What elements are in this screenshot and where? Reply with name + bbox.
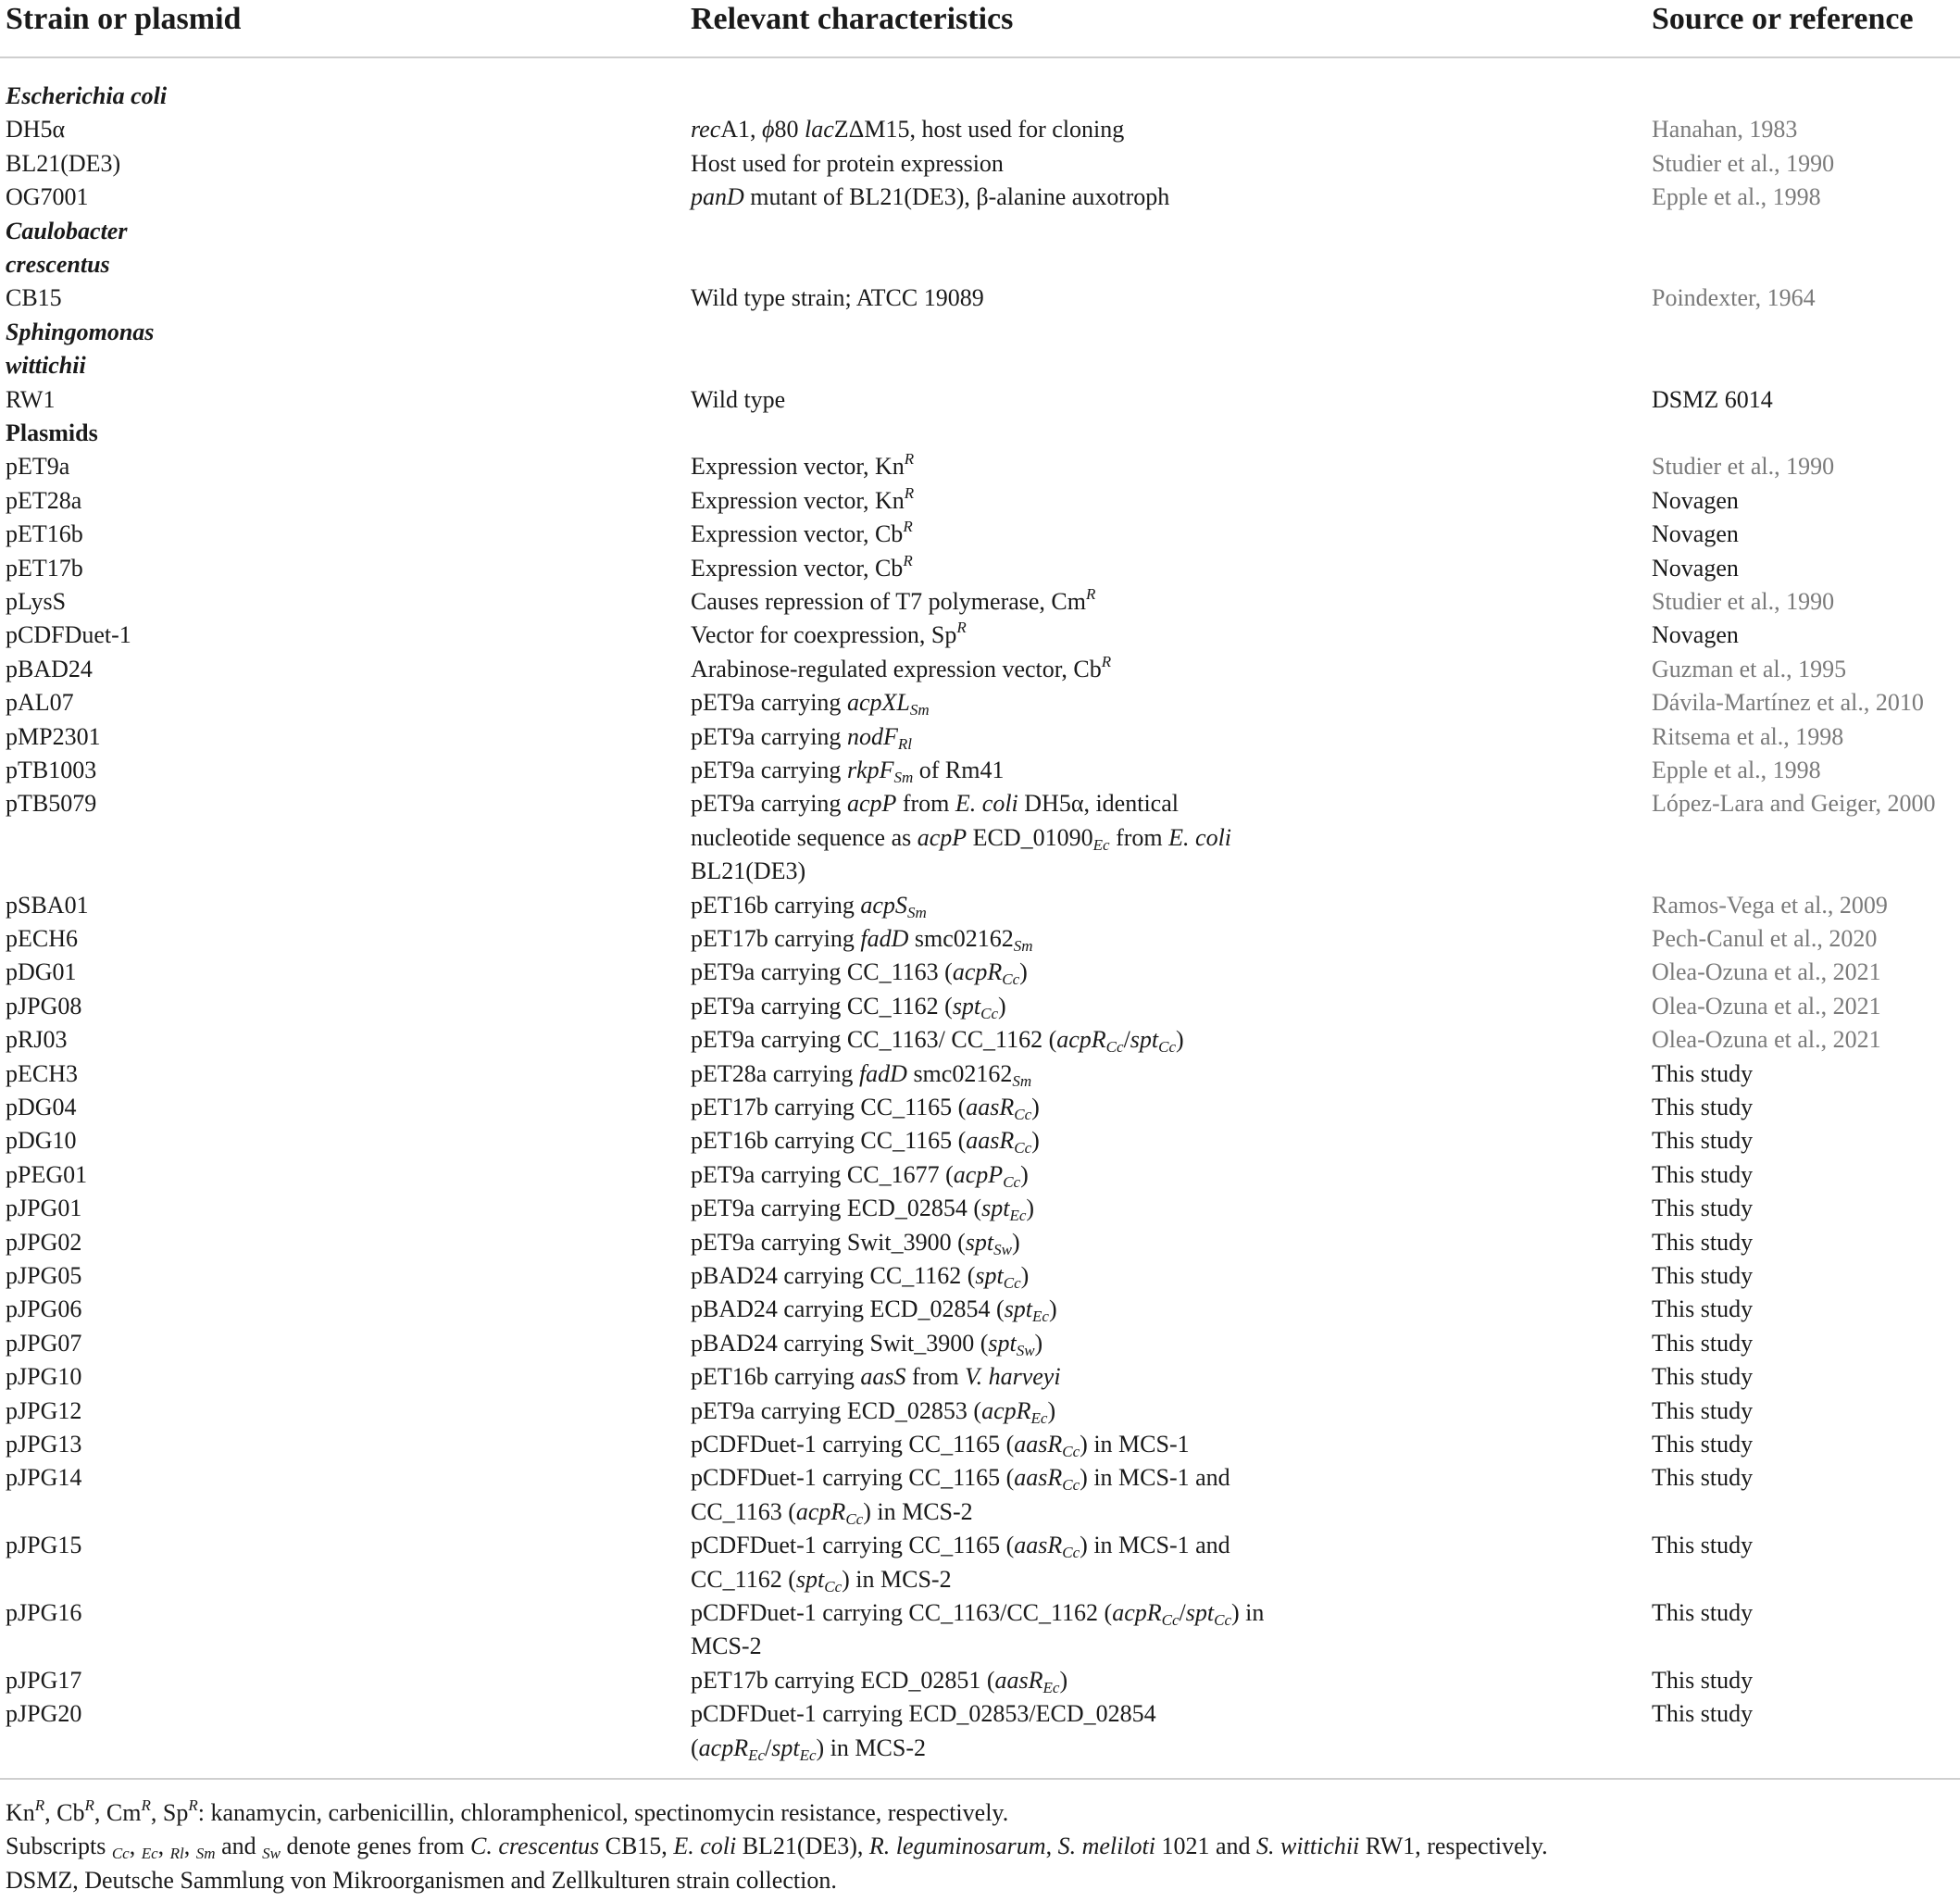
source-text: This study xyxy=(1652,1228,1754,1256)
reference-link[interactable]: Poindexter, 1964 xyxy=(1652,284,1816,312)
characteristics: pET9a carrying rkpF$_{Sm}$ of Rm41 xyxy=(691,757,1005,786)
characteristics: pET9a carrying ECD_02853 (acpR$_{Ec}$) xyxy=(691,1396,1056,1427)
strain-name: pJPG20 xyxy=(6,1700,82,1728)
reference-link[interactable]: Dávila-Martínez et al., 2010 xyxy=(1652,689,1924,717)
group-label: Escherichia coli xyxy=(6,82,168,109)
strain-name: pET28a xyxy=(6,486,82,514)
characteristics: pBAD24 carrying ECD_02854 (spt$_{Ec}$) xyxy=(691,1295,1057,1326)
footnote: DSMZ, Deutsche Sammlung von Mikroorganismen and Zellkulturen strain collection. xyxy=(6,1866,837,1894)
reference-link[interactable]: Ramos-Vega et al., 2009 xyxy=(1652,891,1888,919)
strain-name: pJPG01 xyxy=(6,1195,82,1222)
strain-name: RW1 xyxy=(6,385,56,413)
characteristics: Wild type strain; ATCC 19089 xyxy=(691,284,984,312)
source-text: This study xyxy=(1652,1195,1754,1222)
strain-name: pJPG16 xyxy=(6,1599,82,1626)
characteristics: Expression vector, $Kn^R$ xyxy=(691,450,915,481)
characteristics: Wild type xyxy=(691,385,786,413)
strain-name: pJPG15 xyxy=(6,1532,82,1559)
strain-name: pMP2301 xyxy=(6,722,101,750)
strain-name: pBAD24 xyxy=(6,655,93,682)
strain-name: pLysS xyxy=(6,588,67,615)
reference-link[interactable]: Studier et al., 1990 xyxy=(1652,588,1835,615)
reference-link[interactable]: Epple et al., 1998 xyxy=(1652,183,1821,211)
characteristics: pET17b carrying fadD $smc02162_{Sm}$ xyxy=(691,925,1033,955)
source-text: This study xyxy=(1652,1599,1754,1626)
characteristics: Host used for protein expression xyxy=(691,149,1004,177)
strain-name: pDG01 xyxy=(6,958,77,986)
strain-name: pECH6 xyxy=(6,925,78,952)
strain-name: pJPG10 xyxy=(6,1363,82,1391)
strain-name: pJPG07 xyxy=(6,1329,82,1357)
characteristics: panD mutant of BL21(DE3), β-alanine auxotroph xyxy=(691,183,1170,211)
source-text: This study xyxy=(1652,1160,1754,1188)
strain-name: pET9a xyxy=(6,453,70,481)
characteristics: pET9a carrying acpP from E. coli DH5α, identical nucleotide sequence as acpP $ECD\_01090_{Ec}$ from E. coli BL21(DE3) xyxy=(691,790,1232,885)
strain-name: pET16b xyxy=(6,520,83,548)
group-label: Plasmids xyxy=(6,419,98,446)
characteristics: Arabinose-regulated expression vector, $Cb^R$ xyxy=(691,652,1112,682)
characteristics: pET17b carrying ECD_02851 (aasR$_{Ec}$) xyxy=(691,1666,1068,1696)
characteristics: pET9a carrying CC_1162 (spt$_{Cc}$) xyxy=(691,992,1006,1022)
source-text: This study xyxy=(1652,1532,1754,1559)
reference-link[interactable]: López-Lara and Geiger, 2000 xyxy=(1652,790,1936,818)
group-label: Sphingomonas wittichii xyxy=(6,318,155,380)
characteristics: pET9a carrying nodF$_{Rl}$ xyxy=(691,722,912,753)
strain-name: pCDFDuet-1 xyxy=(6,621,131,649)
reference-link[interactable]: Studier et al., 1990 xyxy=(1652,453,1835,481)
reference-link[interactable]: Olea-Ozuna et al., 2021 xyxy=(1652,958,1881,986)
strain-name: pPEG01 xyxy=(6,1160,88,1188)
strain-name: pSBA01 xyxy=(6,891,89,919)
characteristics: Causes repression of T7 polymerase, $Cm^R$ xyxy=(691,585,1096,615)
source-text: This study xyxy=(1652,1295,1754,1323)
characteristics: pCDFDuet-1 carrying ECD_02853/ECD_02854 (acpR$_{Ec}$/spt$_{Ec}$) in MCS-2 xyxy=(691,1700,1156,1764)
header-strain: Strain or plasmid xyxy=(6,2,242,36)
source-text: This study xyxy=(1652,1127,1754,1155)
strain-name: pJPG14 xyxy=(6,1464,82,1492)
strain-name: pTB5079 xyxy=(6,790,97,818)
strain-name: pECH3 xyxy=(6,1059,78,1087)
characteristics: pCDFDuet-1 carrying CC_1163/CC_1162 (acpR$_{Cc}$/spt$_{Cc}$) in MCS-2 xyxy=(691,1599,1265,1660)
strain-name: pET17b xyxy=(6,554,83,582)
footnote: Subscripts $_{Cc}$, $_{Ec}$, $_{Rl}$, $_{Sm}$ and $_{Sw}$ denote genes from C. crescentus CB15, E. coli BL21(DE3), R. leguminosarum, S. meliloti 1021 and S. wittichii RW1, respectively. xyxy=(6,1833,1548,1863)
characteristics: pET9a carrying acpXL$_{Sm}$ xyxy=(691,689,930,720)
characteristics: Vector for coexpression, $Sp^R$ xyxy=(691,619,967,649)
reference-link[interactable]: Epple et al., 1998 xyxy=(1652,757,1821,783)
source-text: DSMZ 6014 xyxy=(1652,385,1773,413)
strain-name: pJPG06 xyxy=(6,1295,82,1323)
characteristics: pCDFDuet-1 carrying CC_1165 (aasR$_{Cc}$) in MCS-1 and CC_1162 (spt$_{Cc}$) in MCS-2 xyxy=(691,1532,1230,1595)
characteristics: pET16b carrying CC_1165 (aasR$_{Cc}$) xyxy=(691,1127,1040,1157)
source-text: This study xyxy=(1652,1431,1754,1458)
source-text: This study xyxy=(1652,1396,1754,1424)
group-label: Caulobacter crescentus xyxy=(6,217,128,278)
source-text: This study xyxy=(1652,1059,1754,1087)
characteristics: pBAD24 carrying Swit_3900 (spt$_{Sw}$) xyxy=(691,1329,1043,1359)
characteristics: pET16b carrying aasS from V. harveyi xyxy=(691,1363,1061,1391)
reference-link[interactable]: Hanahan, 1983 xyxy=(1652,116,1798,144)
characteristics: pET28a carrying fadD $smc02162_{Sm}$ xyxy=(691,1059,1032,1090)
strain-name: pJPG13 xyxy=(6,1431,82,1458)
characteristics: pET17b carrying CC_1165 (aasR$_{Cc}$) xyxy=(691,1094,1040,1123)
reference-link[interactable]: Olea-Ozuna et al., 2021 xyxy=(1652,1026,1881,1054)
source-text: Novagen xyxy=(1652,486,1739,514)
source-text: Novagen xyxy=(1652,554,1739,582)
characteristics: Expression vector, $Kn^R$ xyxy=(691,483,915,514)
strain-name: pJPG02 xyxy=(6,1228,82,1256)
characteristics: pET9a carrying CC_1677 (acpP$_{Cc}$) xyxy=(691,1160,1029,1191)
strain-name: CB15 xyxy=(6,284,62,312)
characteristics: pBAD24 carrying CC_1162 (spt$_{Cc}$) xyxy=(691,1262,1030,1292)
strain-name: pDG10 xyxy=(6,1127,77,1155)
source-text: This study xyxy=(1652,1329,1754,1357)
source-text: This study xyxy=(1652,1094,1754,1120)
characteristics: pCDFDuet-1 carrying CC_1165 (aasR$_{Cc}$) in MCS-1 and CC_1163 (acpR$_{Cc}$) in MCS-2 xyxy=(691,1464,1230,1528)
reference-link[interactable]: Guzman et al., 1995 xyxy=(1652,655,1847,682)
strain-name: BL21(DE3) xyxy=(6,149,121,177)
header-characteristics: Relevant characteristics xyxy=(691,2,1014,36)
characteristics: pET16b carrying acpS$_{Sm}$ xyxy=(691,891,927,921)
characteristics: pCDFDuet-1 carrying CC_1165 (aasR$_{Cc}$) in MCS-1 xyxy=(691,1431,1190,1460)
reference-link[interactable]: Ritsema et al., 1998 xyxy=(1652,722,1844,750)
footnote: $Kn^R$, $Cb^R$, $Cm^R$, $Sp^R$: kanamycin, carbenicillin, chloramphenicol, spectinomycin resistance, respectively. xyxy=(6,1796,1009,1826)
strain-name: pJPG05 xyxy=(6,1262,82,1289)
strain-name: DH5α xyxy=(6,116,66,144)
header-rule xyxy=(0,56,1960,58)
reference-link[interactable]: Studier et al., 1990 xyxy=(1652,149,1835,177)
reference-link[interactable]: Pech-Canul et al., 2020 xyxy=(1652,925,1878,952)
reference-link[interactable]: Olea-Ozuna et al., 2021 xyxy=(1652,992,1881,1020)
strain-name: pJPG12 xyxy=(6,1396,82,1424)
characteristics: recA1, ϕ80 lacZΔM15, host used for cloning xyxy=(691,116,1125,144)
source-text: This study xyxy=(1652,1700,1754,1728)
table-bottom-rule xyxy=(0,1778,1960,1780)
strain-name: pJPG17 xyxy=(6,1666,82,1694)
source-text: This study xyxy=(1652,1666,1754,1694)
strain-name: pAL07 xyxy=(6,689,74,717)
characteristics: pET9a carrying ECD_02854 (spt$_{Ec}$) xyxy=(691,1195,1035,1225)
characteristics: Expression vector, $Cb^R$ xyxy=(691,518,913,548)
source-text: Novagen xyxy=(1652,621,1739,649)
source-text: This study xyxy=(1652,1262,1754,1289)
source-text: This study xyxy=(1652,1363,1754,1391)
strain-name: OG7001 xyxy=(6,183,89,211)
strain-name: pDG04 xyxy=(6,1094,77,1120)
characteristics: pET9a carrying Swit_3900 (spt$_{Sw}$) xyxy=(691,1228,1020,1258)
source-text: Novagen xyxy=(1652,520,1739,548)
characteristics: pET9a carrying CC_1163/ CC_1162 (acpR$_{Cc}$/spt$_{Cc}$) xyxy=(691,1026,1184,1057)
strain-name: pTB1003 xyxy=(6,757,97,783)
strain-name: pRJ03 xyxy=(6,1026,68,1054)
source-text: This study xyxy=(1652,1464,1754,1492)
strain-name: pJPG08 xyxy=(6,992,82,1020)
characteristics: Expression vector, $Cb^R$ xyxy=(691,551,913,582)
header-source: Source or reference xyxy=(1652,2,1914,36)
characteristics: pET9a carrying CC_1163 (acpR$_{Cc}$) xyxy=(691,958,1028,989)
